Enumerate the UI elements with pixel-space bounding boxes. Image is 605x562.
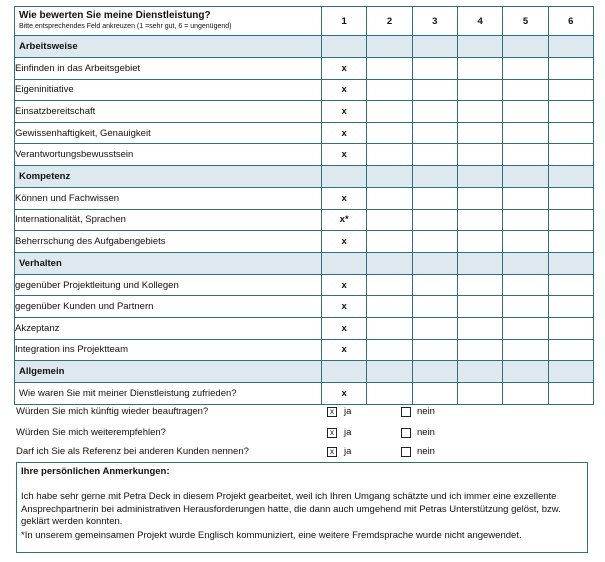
section-cell [322,361,367,383]
grade-cell-4[interactable] [457,209,502,231]
criteria-row [15,101,594,123]
grade-cell-3[interactable] [412,383,457,405]
criteria-label: Können und Fachwissen [15,187,322,209]
grade-cell-3[interactable] [412,296,457,318]
rating-table [14,6,594,405]
section-cell [548,252,593,274]
remarks-title: Ihre persönlichen Anmerkungen: [21,466,170,477]
grade-cell-3[interactable] [412,231,457,253]
grade-cell-6[interactable] [548,231,593,253]
section-cell [503,165,548,187]
grade-cell-4[interactable] [457,101,502,123]
grade-cell-2[interactable] [367,209,412,231]
grade-cell-2[interactable] [367,317,412,339]
criteria-label: Akzeptanz [15,317,322,339]
yes-label: ja [344,406,352,417]
section-cell [503,36,548,58]
section-row [15,252,594,274]
question-text: Würden Sie mich künftig wieder beauftragen? [16,406,209,417]
yes-label: ja [344,427,352,438]
criteria-row [15,209,594,231]
no-label: nein [417,446,435,457]
criteria-label: Wie waren Sie mit meiner Dienstleistung zufrieden? [15,383,322,405]
section-title [15,165,322,187]
no-label: nein [417,406,435,417]
question-text: Darf ich Sie als Referenz bei anderen Kunden nennen? [16,446,249,457]
criteria-label: Eigeninitiative [15,79,322,101]
section-cell [322,165,367,187]
criteria-label: Gewissenhaftigkeit, Genauigkeit [15,122,322,144]
grade-cell-1[interactable]: x [322,274,367,296]
criteria-row [15,122,594,144]
grade-cell-1[interactable]: x [322,187,367,209]
form-heading [15,7,322,36]
grade-column-3: 3 [412,7,457,36]
grade-cell-6[interactable] [548,79,593,101]
grade-cell-4[interactable] [457,122,502,144]
yes-no-question [14,403,594,421]
section-cell [503,252,548,274]
grade-cell-5[interactable] [503,79,548,101]
grade-column-4: 4 [457,7,502,36]
grade-cell-3[interactable] [412,187,457,209]
section-cell [457,252,502,274]
section-title-text: Verhalten [19,257,62,269]
grade-cell-1[interactable]: x* [322,209,367,231]
grade-column-1: 1 [322,7,367,36]
grade-cell-1[interactable]: x [322,144,367,166]
grade-cell-2[interactable] [367,144,412,166]
section-cell [457,361,502,383]
no-checkbox[interactable] [401,407,411,417]
criteria-row [15,58,594,80]
yes-checkbox[interactable]: x [327,428,337,438]
grade-cell-1[interactable]: x [322,122,367,144]
grade-cell-5[interactable] [503,274,548,296]
section-cell [412,361,457,383]
rating-header-row [15,7,594,36]
grade-cell-5[interactable] [503,383,548,405]
grade-cell-4[interactable] [457,383,502,405]
criteria-label: Einfinden in das Arbeitsgebiet [15,58,322,80]
grade-cell-5[interactable] [503,209,548,231]
criteria-row [15,274,594,296]
grade-cell-5[interactable] [503,231,548,253]
criteria-row [15,339,594,361]
section-row [15,165,594,187]
grade-cell-5[interactable] [503,122,548,144]
section-title-text: Arbeitsweise [19,41,78,52]
section-title [15,361,322,383]
grade-column-6: 6 [548,7,593,36]
grade-cell-5[interactable] [503,317,548,339]
section-cell [367,165,412,187]
criteria-row [15,296,594,318]
criteria-row [15,187,594,209]
section-title [15,252,322,274]
grade-cell-4[interactable] [457,317,502,339]
criteria-label: Internationalität, Sprachen [15,209,322,231]
grade-cell-3[interactable] [412,144,457,166]
criteria-row [15,317,594,339]
grade-cell-1[interactable]: x [322,79,367,101]
grade-cell-5[interactable] [503,101,548,123]
criteria-row [15,231,594,253]
form-title: Wie bewerten Sie meine Dienstleistung? [19,10,211,21]
grade-cell-6[interactable] [548,209,593,231]
grade-cell-4[interactable] [457,187,502,209]
grade-cell-1[interactable]: x [322,317,367,339]
grade-cell-3[interactable] [412,79,457,101]
section-row [15,361,594,383]
grade-cell-1[interactable]: x [322,231,367,253]
grade-cell-3[interactable] [412,274,457,296]
section-cell [548,36,593,58]
grade-cell-6[interactable] [548,339,593,361]
remarks-body: Ich habe sehr gerne mit Petra Deck in diesem Projekt gearbeitet, weil ich Ihren Umgang schätzte und ich immer eine exzellente Ansprechpartnerin bei administrativen Herausforderungen hatte, die dann auch umgehend mit Petras Unterstützung gelöst, bzw. geklärt werden konnten. [21,491,561,527]
grade-cell-6[interactable] [548,58,593,80]
grade-cell-2[interactable] [367,101,412,123]
form-subtitle: Bitte entsprechendes Feld ankreuzen (1 =sehr gut, 6 = ungenügend) [19,23,232,30]
section-title-text: Kompetenz [19,170,71,182]
grade-cell-6[interactable] [548,101,593,123]
grade-cell-5[interactable] [503,187,548,209]
criteria-label: Einsatzbereitschaft [15,101,322,123]
yes-label: ja [344,446,352,457]
yes-no-question [14,443,594,461]
section-cell [412,36,457,58]
grade-cell-3[interactable] [412,209,457,231]
grade-cell-4[interactable] [457,58,502,80]
section-cell [457,36,502,58]
section-cell [367,361,412,383]
criteria-label: Verantwortungsbewusstsein [15,144,322,166]
section-cell [412,252,457,274]
grade-cell-2[interactable] [367,383,412,405]
grade-cell-1[interactable]: x [322,296,367,318]
grade-cell-5[interactable] [503,58,548,80]
criteria-label: Beherrschung des Aufgabengebiets [15,231,322,253]
grade-cell-3[interactable] [412,122,457,144]
grade-cell-2[interactable] [367,58,412,80]
grade-cell-2[interactable] [367,296,412,318]
section-cell [367,36,412,58]
grade-cell-6[interactable] [548,296,593,318]
grade-cell-3[interactable] [412,58,457,80]
grade-cell-6[interactable] [548,274,593,296]
no-checkbox[interactable] [401,447,411,457]
section-cell [322,36,367,58]
grade-cell-1[interactable]: x [322,383,367,405]
grade-cell-5[interactable] [503,144,548,166]
grade-cell-6[interactable] [548,317,593,339]
grade-cell-2[interactable] [367,274,412,296]
section-row [15,36,594,58]
grade-cell-1[interactable]: x [322,339,367,361]
grade-cell-4[interactable] [457,231,502,253]
grade-column-2: 2 [367,7,412,36]
grade-cell-2[interactable] [367,187,412,209]
section-cell [322,252,367,274]
grade-cell-4[interactable] [457,274,502,296]
grade-cell-3[interactable] [412,339,457,361]
criteria-row [15,79,594,101]
grade-cell-4[interactable] [457,296,502,318]
grade-cell-4[interactable] [457,79,502,101]
grade-cell-6[interactable] [548,383,593,405]
grade-cell-1[interactable]: x [322,101,367,123]
grade-cell-2[interactable] [367,79,412,101]
section-cell [548,361,593,383]
grade-cell-5[interactable] [503,339,548,361]
question-text: Würden Sie mich weiterempfehlen? [16,427,166,438]
criteria-label: gegenüber Kunden und Partnern [15,296,322,318]
section-cell [503,361,548,383]
no-checkbox[interactable] [401,428,411,438]
grade-cell-2[interactable] [367,339,412,361]
grade-cell-2[interactable] [367,231,412,253]
yes-checkbox[interactable]: x [327,447,337,457]
grade-cell-5[interactable] [503,296,548,318]
grade-cell-6[interactable] [548,122,593,144]
criteria-row [15,144,594,166]
remarks-footnote: *In unserem gemeinsamen Projekt wurde Englisch kommuniziert, eine weitere Fremdsprache wurde nicht angewendet. [21,530,522,541]
grade-cell-6[interactable] [548,187,593,209]
no-label: nein [417,427,435,438]
grade-cell-4[interactable] [457,339,502,361]
section-cell [412,165,457,187]
criteria-label: Integration ins Projektteam [15,339,322,361]
criteria-label: gegenüber Projektleitung und Kollegen [15,274,322,296]
section-cell [548,165,593,187]
grade-cell-6[interactable] [548,144,593,166]
grade-cell-1[interactable]: x [322,58,367,80]
grade-cell-3[interactable] [412,317,457,339]
grade-cell-4[interactable] [457,144,502,166]
grade-column-5: 5 [503,7,548,36]
section-cell [457,165,502,187]
section-title-text: Allgemein [19,366,65,378]
section-cell [367,252,412,274]
yes-no-question [14,424,594,442]
section-title [15,36,322,58]
remarks-box [16,462,588,553]
yes-checkbox[interactable]: x [327,407,337,417]
criteria-row [15,383,594,405]
grade-cell-3[interactable] [412,101,457,123]
grade-cell-2[interactable] [367,122,412,144]
